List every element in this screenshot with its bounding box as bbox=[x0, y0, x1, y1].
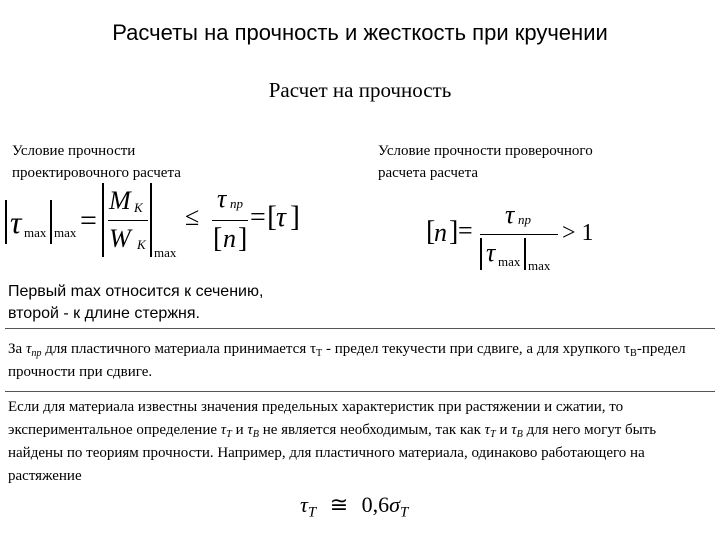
strength-theory-paragraph: Если для материала известны значения предельных характеристик при растяжении и сжатии, то экспериментальное определение $\tau_T$ и $\tau_B$ не является необходимым, так как $\tau_T$ и $\tau_B$ для него могут быть найдены по теориям прочности. Например, для пластичного материала, одинаково работающего на растяжение bbox=[8, 399, 657, 484]
page-title: Расчеты на прочность и жесткость при кручении bbox=[112, 20, 608, 45]
tau-sigma-relation-formula: $\tau_T$ ≅ $0,6\sigma_T$ bbox=[300, 492, 409, 521]
tau-pr-definition: За $\tau_{пр}$ для пластичного материала принимается $\tau_T$ - предел текучести при сдвиге, а для хрупкого $\tau_B$-предел прочности при сдвиге. bbox=[8, 341, 686, 380]
divider bbox=[5, 391, 715, 392]
design-calculation-label: Условие прочности проектировочного расчета bbox=[12, 143, 181, 181]
max-note: Первый max относится к сечению, второй - к длине стержня. bbox=[8, 283, 264, 322]
divider bbox=[5, 328, 715, 329]
design-strength-formula: τ max max = M K W K max ≤ τ пр [ n ] = [ τ ] bbox=[0, 180, 300, 270]
section-subtitle: Расчет на прочность bbox=[268, 78, 452, 102]
check-strength-formula: [ n ] = τ пр τ max max > 1 bbox=[426, 200, 594, 273]
check-calculation-label: Условие прочности проверочного расчета расчета bbox=[378, 143, 593, 181]
